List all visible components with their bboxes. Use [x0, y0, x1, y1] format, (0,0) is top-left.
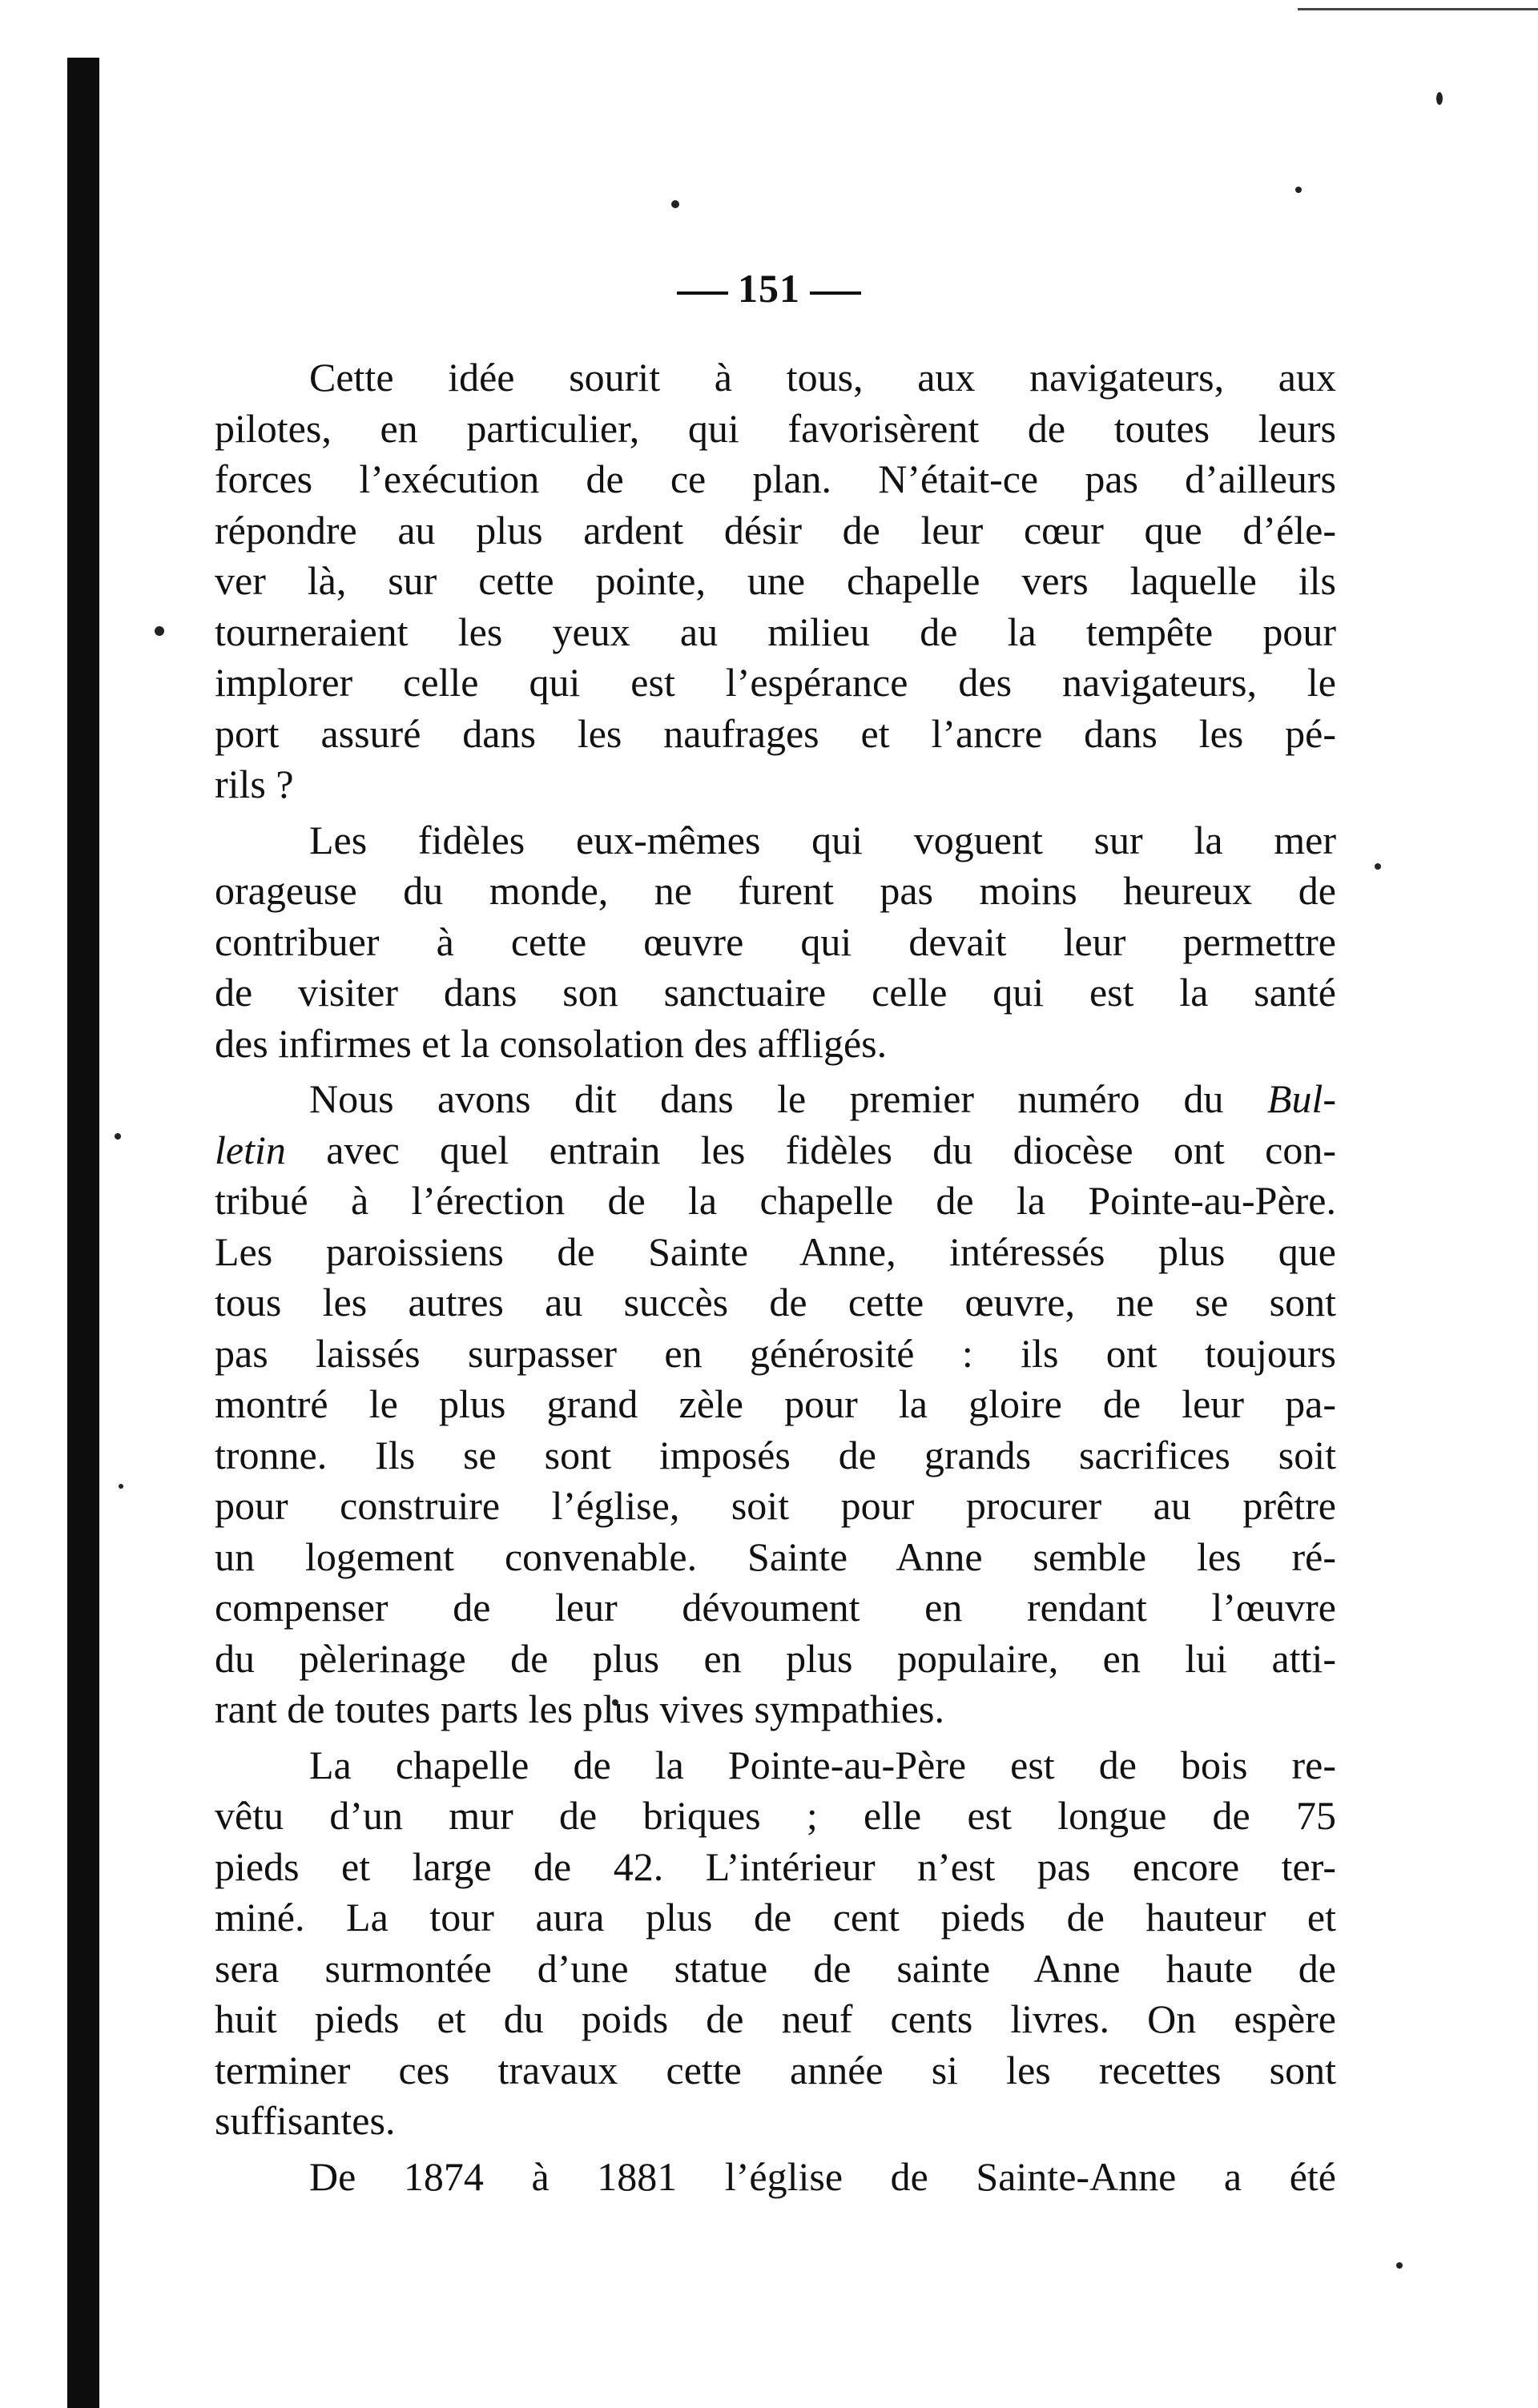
text-line: miné. La tour aura plus de cent pieds de hauteur et: [215, 1895, 1336, 1940]
text-line: tribué à l’érection de la chapelle de la Pointe-au-Père.: [215, 1178, 1336, 1223]
text-line: huit pieds et du poids de neuf cents livres. On espère: [215, 1996, 1336, 2041]
text-line: pour construire l’église, soit pour procurer au prêtre: [215, 1483, 1336, 1528]
ink-speck: [1295, 187, 1302, 193]
text-line: tourneraient les yeux au milieu de la tempête pour: [215, 609, 1336, 654]
text-segment: Nous avons dit dans le premier numéro du: [309, 1076, 1224, 1121]
text-line: Les fidèles eux-mêmes qui voguent sur la mer: [309, 817, 1336, 862]
paragraph: [215, 352, 1336, 810]
text-line: [215, 1125, 1336, 1176]
text-line: rils ?: [215, 762, 294, 806]
paragraph: [215, 1074, 1336, 1735]
paragraph: [215, 2152, 1336, 2203]
paragraph: [215, 815, 1336, 1070]
page-binding-edge: [67, 58, 99, 2408]
text-line: implorer celle qui est l’espérance des navigateurs, le: [215, 660, 1336, 705]
text-line: pieds et large de 42. L’intérieur n’est pas encore ter-: [215, 1843, 1336, 1889]
page-number: [0, 264, 1538, 312]
ink-speck: [155, 626, 164, 636]
text-line: [215, 1074, 1336, 1125]
page-number-value: 151: [738, 266, 800, 311]
text-line: Cette idée sourit à tous, aux navigateurs, aux: [309, 355, 1336, 400]
text-line: port assuré dans les naufrages et l’ancre dans les pé-: [215, 710, 1336, 756]
italic-word: Bul-: [1266, 1076, 1337, 1121]
ink-speck: [1396, 2262, 1403, 2269]
text-line: sera surmontée d’une statue de sainte Anne haute de: [215, 1945, 1336, 1991]
left-dash: [677, 291, 728, 295]
right-dash: [810, 291, 861, 295]
text-line: forces l’exécution de ce plan. N’était-ce pas d’ailleurs: [215, 456, 1336, 501]
text-line: tous les autres au succès de cette œuvre, ne se sont: [215, 1280, 1336, 1325]
text-line: De 1874 à 1881 l’église de Sainte-Anne a été: [309, 2153, 1336, 2199]
text-line: Les paroissiens de Sainte Anne, intéressés plus que: [215, 1228, 1336, 1274]
ink-speck: [671, 200, 679, 208]
text-line: orageuse du monde, ne furent pas moins heureux de: [215, 868, 1336, 913]
text-segment: avec quel entrain les fidèles du diocèse ont con-: [326, 1127, 1336, 1172]
text-line: vêtu d’un mur de briques ; elle est longue de 75: [215, 1793, 1336, 1838]
paragraph: [215, 1740, 1336, 2147]
ink-speck: [119, 1484, 123, 1489]
text-line: compenser de leur dévoument en rendant l’œuvre: [215, 1585, 1336, 1630]
text-line: terminer ces travaux cette année si les recettes sont: [215, 2047, 1336, 2092]
text-line: suffisantes.: [215, 2098, 396, 2143]
text-line: de visiter dans son sanctuaire celle qui est la santé: [215, 970, 1336, 1015]
text-line: tronne. Ils se sont imposés de grands sacrifices soit: [215, 1432, 1336, 1477]
text-line: rant de toutes parts les plus vives sympathies.: [215, 1686, 944, 1731]
text-line: un logement convenable. Sainte Anne semble les ré-: [215, 1534, 1336, 1579]
text-line: des infirmes et la consolation des affligés.: [215, 1020, 888, 1066]
text-line: pilotes, en particulier, qui favorisèrent de toutes leurs: [215, 405, 1336, 451]
ink-speck: [115, 1133, 121, 1140]
ink-speck: [1375, 863, 1381, 870]
text-line: La chapelle de la Pointe-au-Père est de bois re-: [309, 1742, 1336, 1787]
ink-speck: [1436, 92, 1443, 105]
text-line: ver là, sur cette pointe, une chapelle vers laquelle ils: [215, 558, 1336, 603]
text-line: répondre au plus ardent désir de leur cœur que d’éle-: [215, 507, 1336, 553]
text-line: du pèlerinage de plus en plus populaire, en lui atti-: [215, 1635, 1336, 1681]
text-line: pas laissés surpasser en générosité : ils ont toujours: [215, 1330, 1336, 1376]
text-line: contribuer à cette œuvre qui devait leur permettre: [215, 919, 1336, 964]
italic-word: letin: [215, 1127, 286, 1172]
text-column: [215, 352, 1336, 2207]
top-edge-rule: [1298, 8, 1538, 10]
text-line: montré le plus grand zèle pour la gloire de leur pa-: [215, 1381, 1336, 1426]
